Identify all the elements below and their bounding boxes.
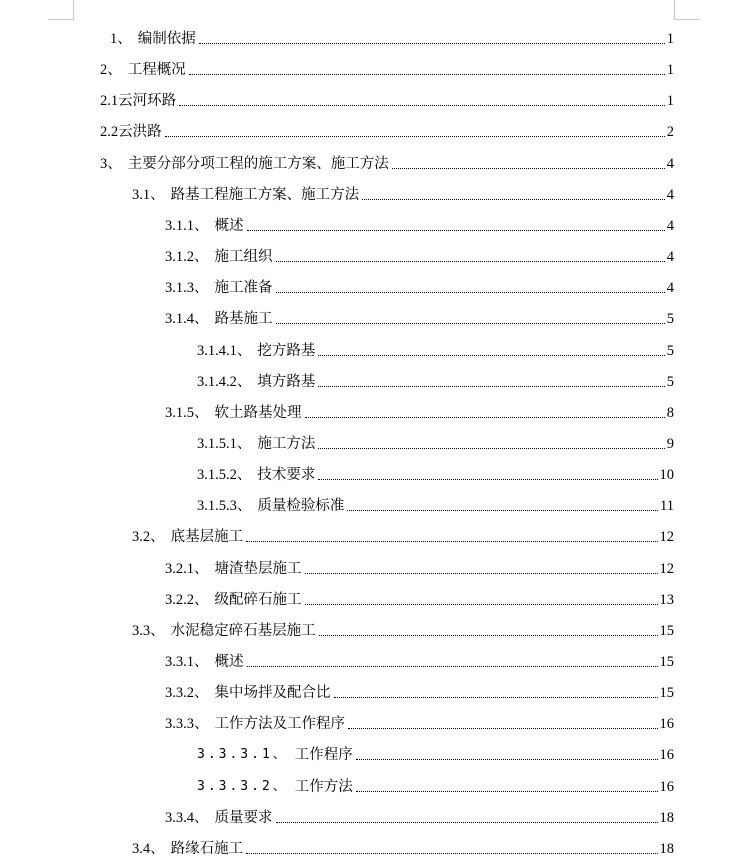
toc-entry-page-number: 12 (659, 529, 674, 546)
toc-entry-number: 3.1.5.1、 (197, 435, 252, 452)
toc-entry[interactable] (197, 462, 674, 484)
toc-entry[interactable] (197, 338, 674, 360)
toc-entry-page-number: 5 (666, 311, 674, 328)
toc-dot-leader (276, 322, 665, 324)
toc-dot-leader (319, 634, 658, 636)
toc-entry-title: 路基工程施工方案、施工方法 (170, 186, 360, 203)
toc-entry-number: 3.3.4、 (165, 809, 209, 826)
toc-entry-title: 施工方法 (257, 435, 316, 452)
toc-entry[interactable] (165, 680, 674, 702)
toc-entry-number: 3.4、 (132, 840, 165, 857)
toc-entry-page-number: 5 (666, 342, 674, 359)
toc-dot-leader (276, 260, 665, 262)
toc-entry-title: 云河环路 (118, 93, 177, 110)
toc-entry[interactable] (110, 26, 674, 48)
toc-dot-leader (334, 696, 658, 698)
toc-entry-page-number: 4 (666, 217, 674, 234)
toc-entry-number: 3.2.1、 (165, 560, 209, 577)
toc-entry-number: 3.3.3、 (165, 716, 209, 733)
toc-dot-leader (356, 758, 658, 760)
toc-dot-leader (199, 42, 665, 44)
toc-dot-leader (318, 447, 664, 449)
toc-entry[interactable] (165, 306, 674, 328)
toc-entry-number: 3.1.1、 (165, 217, 209, 234)
toc-entry-page-number: 15 (659, 685, 674, 702)
toc-entry-number: 3.3.3.1、 (197, 747, 289, 763)
toc-entry[interactable] (197, 742, 674, 764)
toc-entry-number: 2、 (100, 62, 122, 79)
toc-entry-number: 2.2 (100, 124, 119, 141)
toc-entry-page-number: 16 (659, 747, 674, 764)
toc-entry[interactable] (100, 119, 674, 141)
toc-entry-number: 3.3、 (132, 622, 165, 639)
toc-entry-number: 3.1.3、 (165, 280, 209, 297)
toc-entry[interactable] (197, 774, 674, 796)
toc-entry[interactable] (132, 524, 674, 546)
toc-entry-title: 工作方法 (294, 778, 353, 795)
toc-entry-page-number: 1 (666, 93, 674, 110)
toc-dot-leader (305, 603, 658, 605)
toc-dot-leader (348, 727, 658, 729)
toc-entry-title: 技术要求 (257, 467, 316, 484)
toc-entry-title: 路缘石施工 (170, 840, 244, 857)
toc-dot-leader (318, 354, 664, 356)
toc-entry[interactable] (100, 151, 674, 173)
toc-entry-number: 3.1.4.2、 (197, 373, 252, 390)
toc-entry-number: 1、 (110, 31, 132, 47)
toc-entry[interactable] (132, 836, 674, 858)
toc-entry-page-number: 16 (659, 778, 674, 795)
toc-entry[interactable] (100, 57, 674, 79)
toc-entry-title: 概述 (214, 217, 244, 234)
toc-entry-number: 3.2、 (132, 529, 165, 546)
toc-entry-title: 施工准备 (214, 280, 273, 297)
toc-entry[interactable] (165, 244, 674, 266)
toc-dot-leader (276, 821, 658, 823)
toc-entry[interactable] (197, 431, 674, 453)
toc-entry-page-number: 18 (659, 840, 674, 857)
toc-entry-title: 水泥稳定碎石基层施工 (170, 622, 316, 639)
toc-entry-page-number: 11 (660, 498, 674, 515)
toc-entry[interactable] (197, 369, 674, 391)
toc-entry-number: 3.1.5、 (165, 404, 209, 421)
toc-dot-leader (318, 478, 657, 480)
toc-dot-leader (179, 104, 665, 106)
toc-entry-number: 3、 (100, 155, 122, 172)
toc-dot-leader (276, 291, 665, 293)
toc-dot-leader (246, 540, 657, 542)
toc-entry[interactable] (165, 213, 674, 235)
toc-dot-leader (392, 167, 665, 169)
toc-entry-page-number: 4 (666, 280, 674, 297)
crop-mark-top-right-vertical (674, 0, 675, 20)
toc-entry-title: 集中场拌及配合比 (214, 685, 331, 702)
toc-entry[interactable] (165, 556, 674, 578)
toc-entry-number: 3.1.4、 (165, 311, 209, 328)
toc-entry[interactable] (100, 88, 674, 110)
crop-mark-top-right-horizontal (674, 19, 700, 20)
toc-dot-leader (356, 790, 658, 792)
toc-entry-number: 3.1.5.2、 (197, 467, 252, 484)
toc-dot-leader (246, 852, 657, 854)
toc-entry-page-number: 15 (659, 654, 674, 670)
toc-entry-title: 云洪路 (118, 124, 162, 141)
toc-entry-title: 塘渣垫层施工 (214, 560, 302, 577)
toc-entry-page-number: 12 (659, 560, 674, 577)
toc-entry-number: 3.3.3.2、 (197, 778, 289, 794)
toc-entry-title: 编制依据 (137, 31, 196, 47)
crop-mark-top-left-horizontal (48, 19, 74, 20)
toc-entry[interactable] (165, 587, 674, 609)
toc-entry-title: 质量检验标准 (257, 498, 345, 515)
toc-entry-page-number: 4 (666, 155, 674, 172)
toc-dot-leader (165, 135, 665, 137)
toc-entry-page-number: 10 (659, 467, 674, 484)
toc-entry[interactable] (165, 805, 674, 827)
toc-entry[interactable] (197, 493, 674, 515)
toc-entry-page-number: 13 (659, 591, 674, 608)
toc-entry-page-number: 4 (666, 186, 674, 203)
toc-dot-leader (362, 198, 665, 200)
toc-entry-number: 3.3.1、 (165, 654, 209, 670)
toc-entry-title: 工作程序 (294, 747, 353, 764)
toc-entry-title: 挖方路基 (257, 342, 316, 359)
toc-entry[interactable] (165, 649, 674, 671)
toc-entry-page-number: 4 (666, 249, 674, 265)
toc-entry-page-number: 2 (666, 124, 674, 141)
crop-mark-top-left-vertical (73, 0, 74, 20)
toc-entry-page-number: 5 (666, 373, 674, 390)
toc-entry-title: 底基层施工 (170, 529, 244, 546)
toc-dot-leader (305, 572, 658, 574)
toc-entry-title: 路基施工 (214, 311, 273, 328)
toc-entry-page-number: 9 (666, 435, 674, 452)
toc-entry-title: 工程概况 (127, 62, 186, 79)
toc-dot-leader (247, 229, 665, 231)
toc-entry-number: 3.1.5.3、 (197, 498, 252, 515)
toc-entry[interactable] (132, 618, 674, 640)
toc-entry[interactable] (165, 711, 674, 733)
toc-dot-leader (247, 665, 658, 667)
toc-entry[interactable] (165, 400, 674, 422)
toc-entry-page-number: 1 (666, 62, 674, 79)
toc-entry-title: 级配碎石施工 (214, 591, 302, 608)
toc-entry-title: 软土路基处理 (214, 404, 302, 421)
toc-entry-page-number: 15 (659, 622, 674, 639)
toc-entry-number: 3.1.4.1、 (197, 342, 252, 359)
toc-entry[interactable] (165, 275, 674, 297)
toc-dot-leader (347, 509, 658, 511)
toc-entry-number: 2.1 (100, 93, 119, 110)
toc-entry-page-number: 18 (659, 809, 674, 826)
toc-entry-page-number: 8 (666, 404, 674, 421)
toc-entry-number: 3.1、 (132, 186, 165, 203)
toc-entry-title: 概述 (214, 654, 244, 670)
toc-entry-title: 施工组织 (214, 249, 273, 265)
toc-entry-number: 3.2.2、 (165, 591, 209, 608)
toc-entry-title: 填方路基 (257, 373, 316, 390)
toc-entry-number: 3.1.2、 (165, 249, 209, 265)
toc-dot-leader (189, 73, 665, 75)
toc-dot-leader (305, 416, 665, 418)
toc-entry-title: 工作方法及工作程序 (214, 716, 345, 733)
toc-entry-page-number: 1 (666, 31, 674, 47)
toc-entry-page-number: 16 (659, 716, 674, 733)
toc-entry-number: 3.3.2、 (165, 685, 209, 702)
toc-dot-leader (318, 385, 664, 387)
toc-entry-title: 质量要求 (214, 809, 273, 826)
toc-entry-title: 主要分部分项工程的施工方案、施工方法 (127, 155, 389, 172)
toc-entry[interactable] (132, 182, 674, 204)
